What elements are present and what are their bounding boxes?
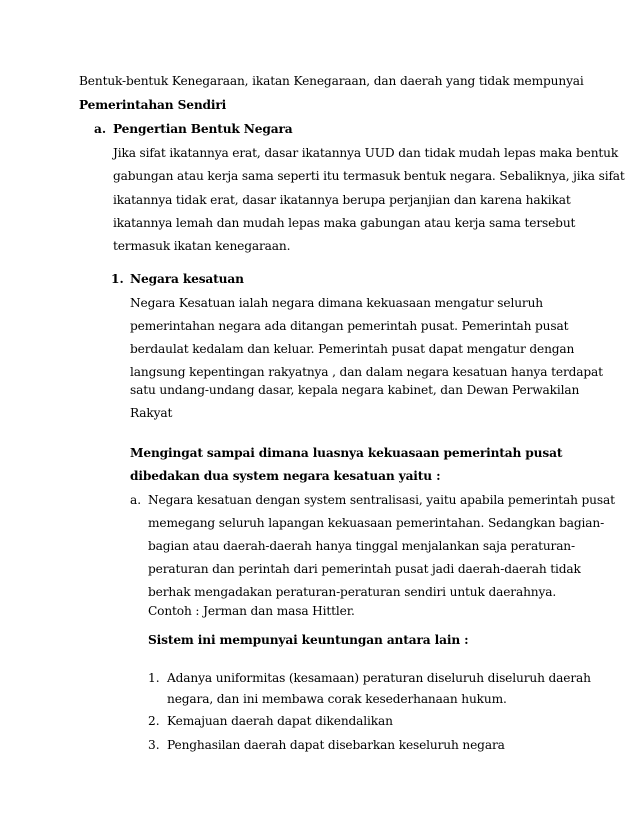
subsection-a-line: peraturan dan perintah dari pemerintah pusat jadi daerah-daerah tidak <box>148 562 581 576</box>
document-title-line-2: Pemerintahan Sendiri <box>79 98 227 112</box>
section-1-paragraph-line: Rakyat <box>130 406 173 420</box>
advantage-item-1-line: negara, dan ini membawa corak kesederhanaan hukum. <box>167 692 507 706</box>
section-a-marker: a. <box>94 122 107 136</box>
section-1-paragraph-line: Negara Kesatuan ialah negara dimana kekuasaan mengatur seluruh <box>130 296 543 310</box>
document-title-line-1: Bentuk-bentuk Kenegaraan, ikatan Kenegaraan, dan daerah yang tidak mempunyai <box>79 74 584 88</box>
subsection-a-line: berhak mengadakan peraturan-peraturan sendiri untuk daerahnya. <box>148 585 557 599</box>
advantage-item-1-line: Adanya uniformitas (kesamaan) peraturan diseluruh diseluruh daerah <box>167 671 591 685</box>
section-a-heading: Pengertian Bentuk Negara <box>113 122 293 136</box>
section-a-paragraph-line: termasuk ikatan kenegaraan. <box>113 239 291 253</box>
section-1-paragraph-line: satu undang-undang dasar, kepala negara kabinet, dan Dewan Perwakilan <box>130 383 580 397</box>
advantage-item-2-marker: 2. <box>148 714 160 728</box>
section-1-bold-line: dibedakan dua system negara kesatuan yaitu : <box>130 469 441 483</box>
subsection-a-line: memegang seluruh lapangan kekuasaan pemerintahan. Sedangkan bagian- <box>148 516 605 530</box>
section-a-paragraph-line: ikatannya lemah dan mudah lepas maka gabungan atau kerja sama tersebut <box>113 216 576 230</box>
section-a-paragraph-line: gabungan atau kerja sama seperti itu termasuk bentuk negara. Sebaliknya, jika sifat <box>113 169 625 183</box>
section-a-paragraph-line: Jika sifat ikatannya erat, dasar ikatannya UUD dan tidak mudah lepas maka bentuk <box>113 146 619 160</box>
subsection-a-marker: a. <box>130 493 142 507</box>
section-1-paragraph-line: pemerintahan negara ada ditangan pemerintah pusat. Pemerintah pusat <box>130 319 569 333</box>
section-1-paragraph-line: langsung kepentingan rakyatnya , dan dalam negara kesatuan hanya terdapat <box>130 365 603 379</box>
section-a-paragraph-line: ikatannya tidak erat, dasar ikatannya berupa perjanjian dan karena hakikat <box>113 193 571 207</box>
subsection-a-line: bagian atau daerah-daerah hanya tinggal menjalankan saja peraturan- <box>148 539 575 553</box>
advantage-item-1-marker: 1. <box>148 671 160 685</box>
section-1-paragraph-line: berdaulat kedalam dan keluar. Pemerintah pusat dapat mengatur dengan <box>130 342 575 356</box>
section-1-heading: Negara kesatuan <box>130 272 244 286</box>
advantage-item-3-marker: 3. <box>148 738 160 752</box>
advantage-item-3-line: Penghasilan daerah dapat disebarkan keseluruh negara <box>167 738 505 752</box>
advantage-item-2-line: Kemajuan daerah dapat dikendalikan <box>167 714 393 728</box>
section-1-bold-line: Mengingat sampai dimana luasnya kekuasaan pemerintah pusat <box>130 446 563 460</box>
advantages-heading: Sistem ini mempunyai keuntungan antara lain : <box>148 633 469 647</box>
subsection-a-example-line: Contoh : Jerman dan masa Hittler. <box>148 604 355 618</box>
section-1-marker: 1. <box>111 272 124 286</box>
subsection-a-line: Negara kesatuan dengan system sentralisasi, yaitu apabila pemerintah pusat <box>148 493 615 507</box>
